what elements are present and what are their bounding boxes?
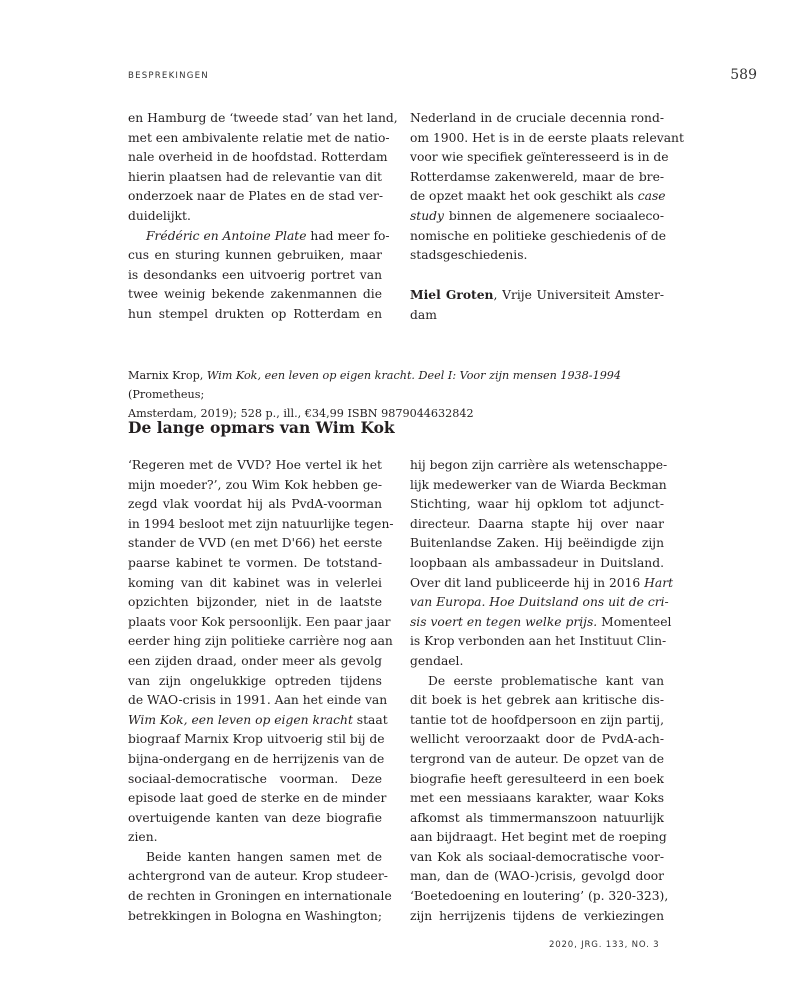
reviewer-signature: [410, 285, 664, 306]
text-line: zegd vlak voordat hij als PvdA-voorman: [128, 497, 382, 512]
text-line: en Hamburg de ‘tweede stad’ van het land,: [128, 111, 398, 125]
text-line: paarse kabinet te vormen. De totstand-: [128, 555, 382, 570]
text-line: zien.: [128, 830, 158, 845]
text-line: van Kok als sociaal-democratische voor-: [410, 849, 664, 864]
text-line: is desondanks een uitvoerig portret van: [128, 267, 382, 282]
bibliographic-entry: Marnix Krop, Wim Kok, een leven op eigen kracht. Deel I: Voor zijn mensen 1938-1994 (Prometheus; Amsterdam, 2019); 528 p., ill., €34,99 ISBN 9879044632842: [128, 366, 668, 423]
text-line: Stichting, waar hij opklom tot adjunct-: [410, 497, 664, 512]
text-line: koming van dit kabinet was in velerlei: [128, 575, 382, 590]
text-line: een zijden draad, onder meer als gevolg: [128, 653, 382, 668]
text-line: gendael.: [410, 653, 464, 668]
text-line: zijn herrijzenis tijdens de verkiezingen: [410, 908, 664, 923]
text-line: duidelijkt.: [128, 208, 191, 223]
reviewer-affiliation-cont: dam: [410, 307, 437, 322]
text-line: cus en sturing kunnen gebruiken, maar: [128, 248, 382, 263]
text-line: eerder hing zijn politieke carrière nog aan: [128, 634, 393, 649]
text-line: om 1900. Het is in de eerste plaats relevant: [410, 130, 684, 145]
text-line: Over dit land publiceerde hij in 2016 Hart: [410, 575, 674, 590]
text-line: in 1994 besloot met zijn natuurlijke tegen-: [128, 516, 394, 531]
text-line: dit boek is het gebrek aan kritische dis-: [410, 693, 664, 708]
text-line: is Krop verbonden aan het Instituut Clin-: [410, 634, 667, 649]
text-line: onderzoek naar de Plates en de stad ver-: [128, 189, 384, 204]
text-line: nomische en politieke geschiedenis of de: [410, 228, 666, 243]
text-line: Beide kanten hangen samen met de: [146, 849, 382, 864]
text-line: aan bijdraagt. Het begint met de roeping: [410, 830, 667, 845]
text-line: hun stempel drukten op Rotterdam en: [128, 306, 382, 321]
text-line: bijna-ondergang en de herrijzenis van de: [128, 751, 385, 766]
text-line: plaats voor Kok persoonlijk. Een paar jaar: [128, 614, 391, 629]
text-line: achtergrond van de auteur. Krop studeer-: [128, 869, 388, 884]
text-line: ‘Boetedoening en loutering’ (p. 320-323),: [410, 889, 669, 904]
text-line: Rotterdamse zakenwereld, maar de bre-: [410, 169, 664, 184]
reviewer-name: Miel Groten: [410, 287, 494, 303]
text-line: nale overheid in de hoofdstad. Rotterdam: [128, 150, 388, 165]
text-line: tergrond van de auteur. De opzet van de: [410, 751, 664, 766]
journal-issue-footer: 2020, JRG. 133, NO. 3: [549, 940, 660, 950]
text-line: tantie tot de hoofdpersoon en zijn partij,: [410, 712, 664, 727]
text-line: man, dan de (WAO-)crisis, gevolgd door: [410, 869, 664, 884]
text-line: de rechten in Groningen en internationale: [128, 889, 392, 904]
text-line: betrekkingen in Bologna en Washington;: [128, 908, 382, 923]
text-line: van zijn ongelukkige optreden tijdens: [128, 673, 382, 688]
text-line: Buitenlandse Zaken. Hij beëindigde zijn: [410, 536, 664, 551]
text-line: met een ambivalente relatie met de natio-: [128, 130, 390, 145]
text-line: de opzet maakt het ook geschikt als case: [410, 189, 666, 204]
running-head: BESPREKINGEN: [128, 71, 209, 81]
text-line: sociaal-democratische voorman. Deze: [128, 771, 382, 786]
text-line: ‘Regeren met de VVD? Hoe vertel ik het: [128, 458, 382, 472]
text-line: wellicht veroorzaakt door de PvdA-ach-: [410, 732, 664, 747]
text-line: Nederland in de cruciale decennia rond-: [410, 111, 664, 125]
text-line: sis voert en tegen welke prijs. Momenteel: [410, 614, 672, 629]
book-title: Wim Kok, een leven op eigen kracht. Deel I: Voor zijn mensen 1938-1994: [206, 369, 622, 382]
text-line: Wim Kok, een leven op eigen kracht staat: [128, 712, 388, 727]
text-line: overtuigende kanten van deze biografie: [128, 810, 382, 825]
review-right-column: [410, 456, 674, 926]
text-line: mijn moeder?’, zou Wim Kok hebben ge-: [128, 477, 382, 492]
text-line: biograaf Marnix Krop uitvoerig stil bij de: [128, 732, 385, 747]
review-left-column: [128, 456, 394, 926]
book-title-italic: Frédéric en Antoine Plate: [146, 228, 307, 243]
text-line: loopbaan als ambassadeur in Duitsland.: [410, 555, 664, 570]
reviewer-affiliation: , Vrije Universiteit Amster-: [493, 288, 664, 303]
text-line: episode laat goed de sterke en de minder: [128, 791, 387, 806]
text-line: afkomst als timmermanszoon natuurlijk: [410, 810, 664, 825]
text-line: voor wie specifiek geïnteresseerd is in de: [410, 150, 669, 165]
text-line: opzichten bijzonder, niet in de laatste: [128, 595, 382, 610]
text-line: study binnen de algemenere sociaaleco-: [410, 208, 664, 223]
text-line: Frédéric en Antoine Plate had meer fo-: [146, 228, 390, 243]
previous-review-left-column: [128, 109, 398, 325]
text-line: de WAO-crisis in 1991. Aan het einde van: [128, 693, 388, 708]
text-line: stander de VVD (en met D'66) het eerste: [128, 536, 383, 551]
text-line: van Europa. Hoe Duitsland ons uit de cri-: [410, 595, 669, 610]
text-line: directeur. Daarna stapte hij over naar: [410, 516, 664, 531]
text-line: stadsgeschiedenis.: [410, 248, 528, 263]
text-line: twee weinig bekende zakenmannen die: [128, 287, 382, 302]
text-line: hierin plaatsen had de relevantie van dit: [128, 169, 382, 184]
text-line: biografie heeft geresulteerd in een boek: [410, 771, 664, 786]
review-title: De lange opmars van Wim Kok: [128, 418, 395, 437]
page-number: 589: [730, 67, 757, 83]
text-line: De eerste problematische kant van: [428, 673, 664, 688]
text-line: met een messiaans karakter, waar Koks: [410, 791, 664, 806]
book-author: Marnix Krop,: [128, 369, 207, 382]
previous-review-right-column: [410, 109, 684, 326]
publication-details: Amsterdam, 2019); 528 p., ill., €34,99 ISBN 9879044632842: [128, 407, 474, 420]
text-line: hij begon zijn carrière als wetenschappe-: [410, 458, 668, 472]
text-line: lijk medewerker van de Wiarda Beckman: [410, 477, 667, 492]
